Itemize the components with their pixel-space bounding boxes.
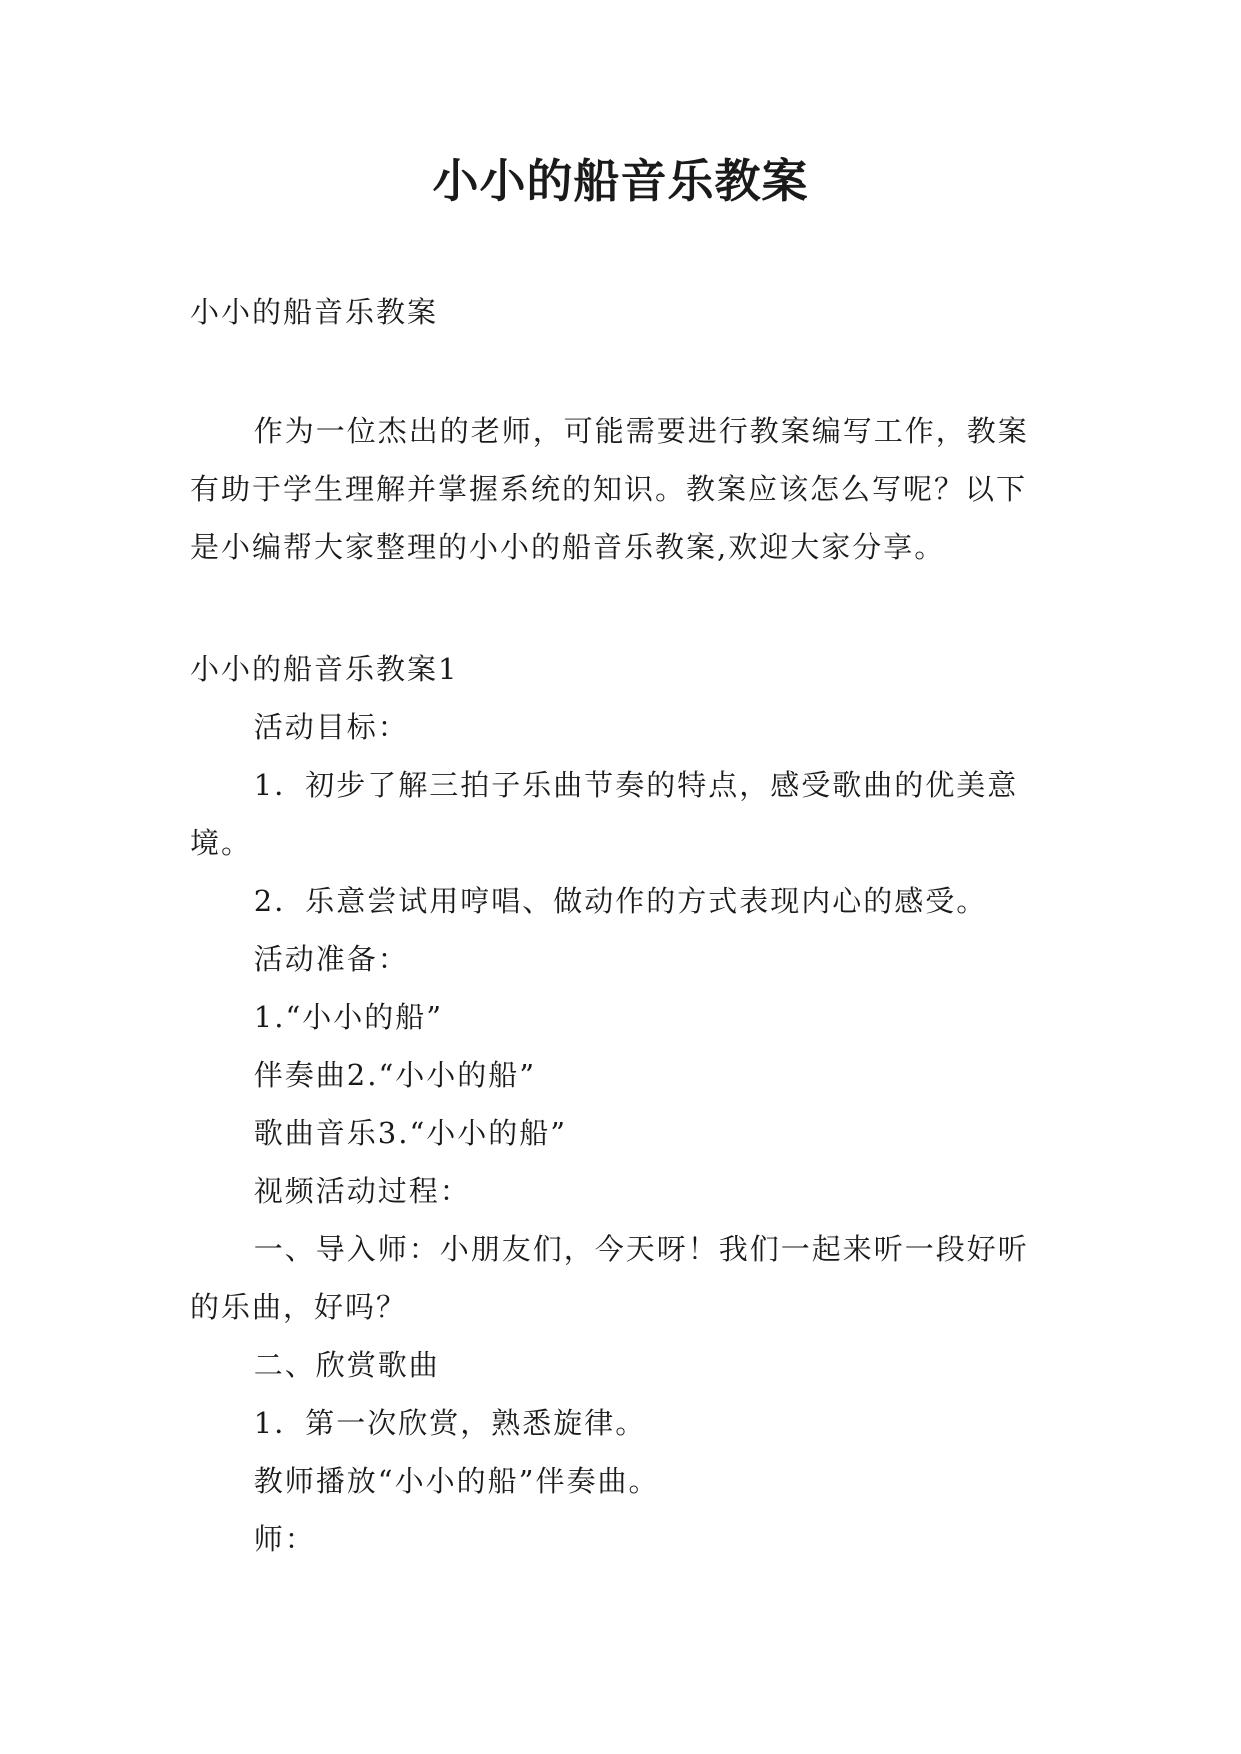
body-line: 教师播放“小小的船”伴奏曲。 <box>253 1464 660 1498</box>
body-line: 师： <box>253 1522 316 1556</box>
body-line: 1．第一次欣赏，熟悉旋律。 <box>253 1406 647 1440</box>
body-line: 1．初步了解三拍子乐曲节奏的特点，感受歌曲的优美意境。 <box>190 768 1019 860</box>
intro-paragraph: 作为一位杰出的老师，可能需要进行教案编写工作，教案有助于学生理解并掌握系统的知识。教案应该怎么写呢？以下是小编帮大家整理的小小的船音乐教案,欢迎大家分享。 <box>190 414 1029 564</box>
lesson-body <box>190 640 1050 1568</box>
body-line: 1.“小小的船” <box>253 1000 444 1034</box>
body-line: 二、欣赏歌曲 <box>253 1348 440 1382</box>
body-line: 视频活动过程： <box>253 1174 471 1208</box>
body-line: 活动准备： <box>253 942 409 976</box>
document-title: 小小的船音乐教案 <box>432 154 809 208</box>
body-line: 伴奏曲2.“小小的船” <box>253 1058 537 1092</box>
section-heading: 小小的船音乐教案1 <box>190 652 459 686</box>
body-line: 活动目标： <box>253 710 409 744</box>
document-subtitle: 小小的船音乐教案 <box>190 295 439 329</box>
body-line: 歌曲音乐3.“小小的船” <box>253 1116 568 1150</box>
body-line: 2．乐意尝试用哼唱、做动作的方式表现内心的感受。 <box>253 884 988 918</box>
body-line: 一、导入师：小朋友们，今天呀！我们一起来听一段好听的乐曲，好吗？ <box>190 1232 1029 1324</box>
